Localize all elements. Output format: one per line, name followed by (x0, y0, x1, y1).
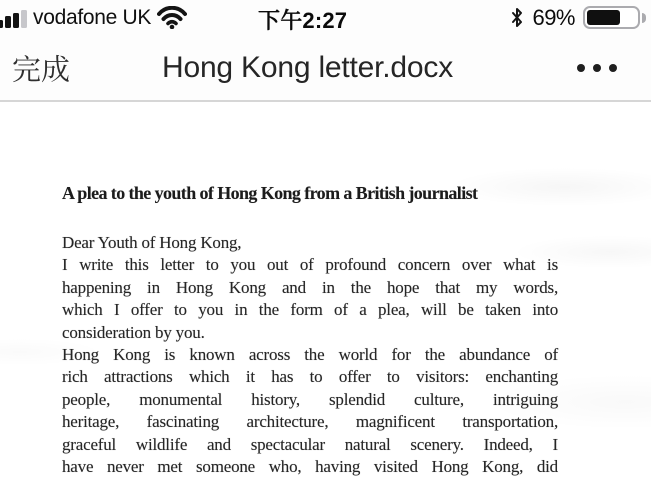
signal-bar (13, 13, 19, 28)
letter-line: graceful wildlife and spectacular natural scenery. Indeed, I (62, 434, 558, 454)
signal-bar (0, 20, 3, 28)
ellipsis-icon (593, 64, 601, 72)
letter-line: Dear Youth of Hong Kong, (62, 233, 242, 252)
letter-line: have never met someone who, having visited Hong Kong, did (62, 456, 558, 476)
status-bar (0, 0, 651, 35)
done-button[interactable]: 完成 (12, 47, 70, 88)
ellipsis-icon (609, 64, 617, 72)
signal-bar (5, 16, 11, 28)
battery-fill (587, 10, 620, 25)
status-left-group (0, 0, 187, 35)
letter-line: I write this letter to you out of profound concern over what is (62, 255, 558, 275)
letter-line: rich attractions which it has to offer to visitors: enchanting (62, 367, 558, 387)
ellipsis-icon (577, 64, 585, 72)
wifi-icon (157, 6, 187, 29)
document-viewer[interactable] (0, 102, 651, 478)
battery-percent: 69% (532, 4, 575, 30)
nav-bar (0, 35, 651, 102)
letter-heading: A plea to the youth of Hong Kong from a British journalist (62, 183, 478, 203)
letter-line: heritage, fascinating architecture, magnificent transportation, (62, 412, 558, 432)
cellular-signal-icon (0, 8, 27, 28)
letter-line: Hong Kong is known across the world for the abundance of (62, 344, 558, 364)
bluetooth-icon (510, 7, 524, 28)
letter-line: consideration by you. (62, 322, 205, 342)
status-time: 下午2:27 (258, 8, 348, 33)
carrier-label: vodafone UK (33, 5, 152, 29)
battery-icon (583, 6, 640, 29)
letter-line: which I offer to you in the form of a plea, will be taken into (62, 300, 558, 320)
status-right-group (510, 0, 647, 35)
battery-nub (642, 13, 647, 23)
letter-body (62, 232, 558, 478)
letter-line: people, monumental history, splendid culture, intriguing (62, 389, 558, 409)
more-options-button[interactable] (573, 60, 621, 76)
document-title: Hong Kong letter.docx (162, 50, 453, 84)
letter-line: happening in Hong Kong and in the hope that my words, (62, 277, 558, 297)
signal-bar-empty (21, 10, 27, 28)
